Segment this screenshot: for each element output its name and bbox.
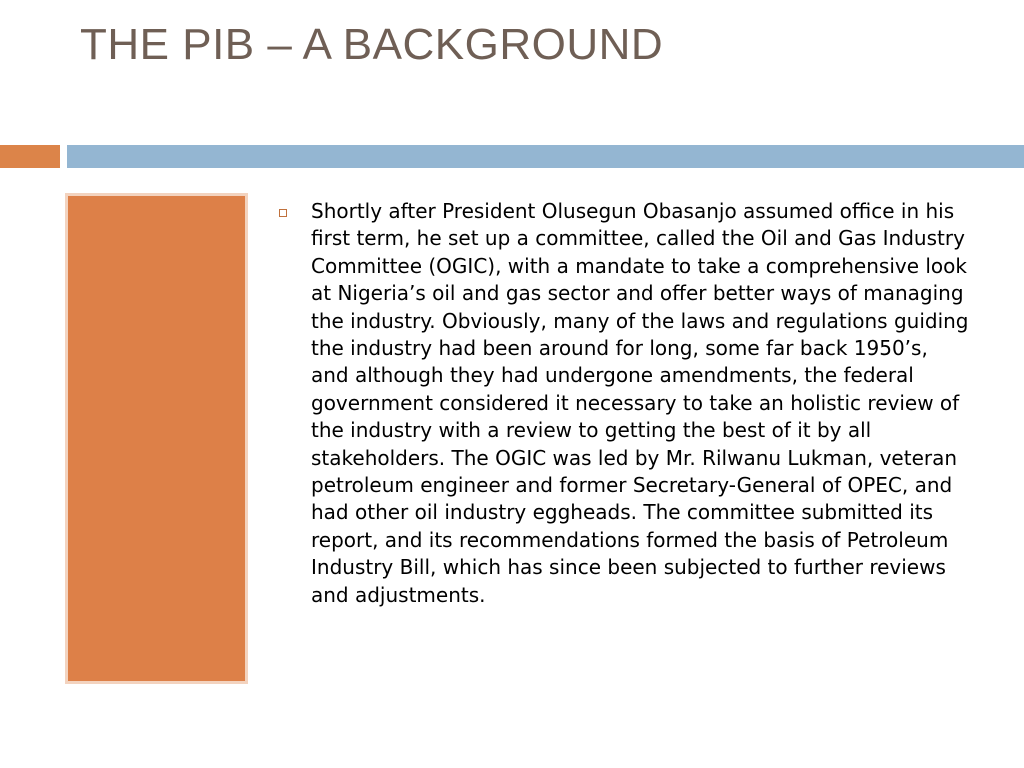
hollow-square-bullet-icon: [279, 209, 287, 217]
accent-bar-blue: [67, 145, 1024, 168]
accent-bar-orange: [0, 145, 60, 168]
decorative-side-panel-fill: [68, 196, 245, 681]
bullet-text: Shortly after President Olusegun Obasanjo assumed office in his first term, he set up a committee, called the Oil and Gas Industry Committee (OGIC), with a mandate to take a comprehensive look at Nigeria’s oil and gas sector and offer better ways of managing the industry. Obviously, many of the laws and regulations guiding the industry had been around for long, some far back 1950’s, and although they had undergone amendments, the federal government considered it necessary to take an holistic review of the industry with a review to getting the best of it by all stakeholders. The OGIC was led by Mr. Rilwanu Lukman, veteran petroleum engineer and former Secretary-General of OPEC, and had other oil industry eggheads. The committee submitted its report, and its recommendations formed the basis of Petroleum Industry Bill, which has since been subjected to further reviews and adjustments.: [311, 199, 969, 607]
slide-title: THE PIB – A BACKGROUND: [80, 20, 664, 69]
decorative-side-panel: [65, 193, 248, 684]
